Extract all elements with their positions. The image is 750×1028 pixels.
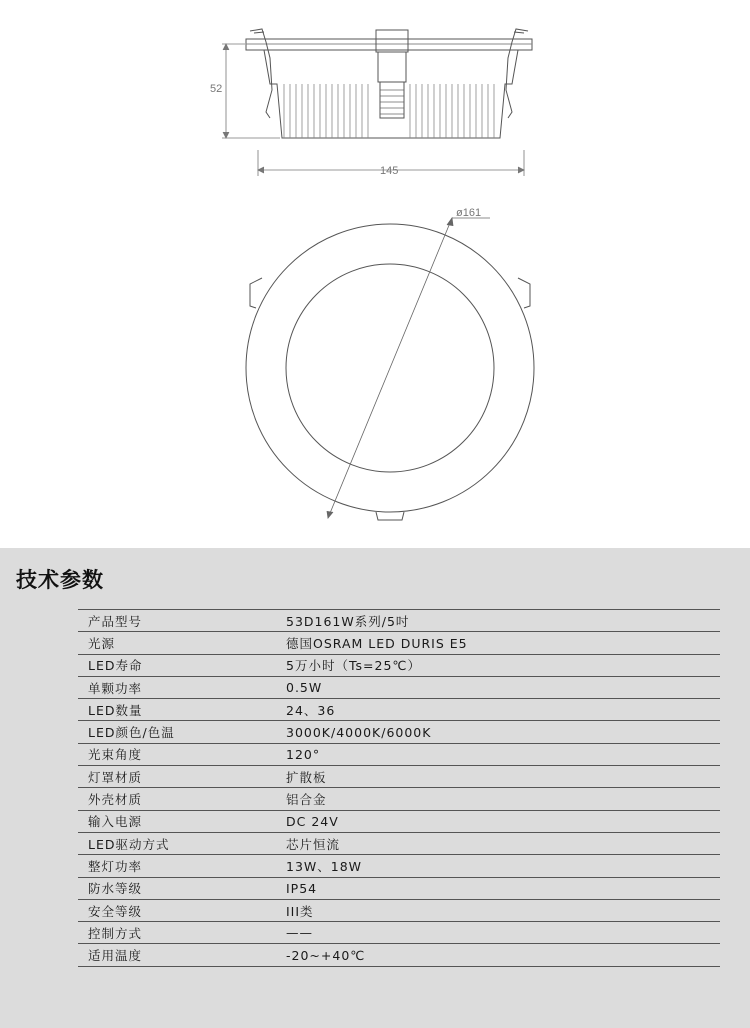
spec-row <box>78 900 720 922</box>
width-dimension-label: 145 <box>380 165 399 177</box>
diameter-line <box>327 218 490 518</box>
spec-value: 扩散板 <box>286 769 327 785</box>
spec-row <box>78 766 720 788</box>
spec-value: 铝合金 <box>286 792 327 808</box>
front-view <box>246 224 534 520</box>
spec-label: LED颜色/色温 <box>88 725 175 741</box>
spec-label: 适用温度 <box>88 948 143 964</box>
spec-label: LED寿命 <box>88 658 143 674</box>
spec-label: 安全等级 <box>88 903 143 919</box>
spec-row <box>78 721 720 743</box>
spec-row <box>78 855 720 877</box>
spec-label: 输入电源 <box>88 814 143 830</box>
spec-label: 整灯功率 <box>88 858 143 874</box>
spec-label: 控制方式 <box>88 925 143 941</box>
spec-value: —— <box>286 925 313 941</box>
spec-value: 13W、18W <box>286 858 363 874</box>
spec-row <box>78 833 720 855</box>
side-view <box>246 29 532 138</box>
spec-value: 德国OSRAM LED DURIS E5 <box>286 635 468 651</box>
spec-row <box>78 744 720 766</box>
spec-value: 120° <box>286 746 321 762</box>
spec-value: 0.5W <box>286 680 323 696</box>
spec-row <box>78 944 720 966</box>
spec-value: DC 24V <box>286 813 339 829</box>
spec-label: 光源 <box>88 635 116 651</box>
spec-row <box>78 788 720 810</box>
spec-label: LED数量 <box>88 702 143 718</box>
spec-value: IP54 <box>286 880 318 896</box>
spec-label: 防水等级 <box>88 881 143 897</box>
spec-row <box>78 610 720 632</box>
spec-table <box>78 609 720 967</box>
spec-value: -20~+40℃ <box>286 947 366 963</box>
section-title: 技术参数 <box>16 568 104 592</box>
spec-row <box>78 677 720 699</box>
technical-parameters-section <box>0 548 750 1028</box>
diameter-dimension-label: ø161 <box>456 207 482 219</box>
spec-value: 3000K/4000K/6000K <box>286 724 432 740</box>
spec-label: 灯罩材质 <box>88 769 143 785</box>
dimension-lines <box>222 44 524 176</box>
spec-value: 53D161W系列/5吋 <box>286 613 410 629</box>
spec-value: 芯片恒流 <box>286 836 341 852</box>
spec-label: 产品型号 <box>88 613 143 629</box>
spec-row <box>78 632 720 654</box>
spec-value: 24、36 <box>286 702 336 718</box>
spec-value: 5万小时（Ts=25℃） <box>286 658 421 674</box>
spec-label: 单颗功率 <box>88 680 143 696</box>
spec-row <box>78 878 720 900</box>
spec-label: 外壳材质 <box>88 792 143 808</box>
height-dimension-label: 52 <box>210 83 223 95</box>
spec-row <box>78 922 720 944</box>
spec-row <box>78 699 720 721</box>
spec-row <box>78 655 720 677</box>
spec-label: 光束角度 <box>88 747 143 763</box>
spec-row <box>78 811 720 833</box>
spec-label: LED驱动方式 <box>88 836 170 852</box>
spec-value: III类 <box>286 903 314 919</box>
